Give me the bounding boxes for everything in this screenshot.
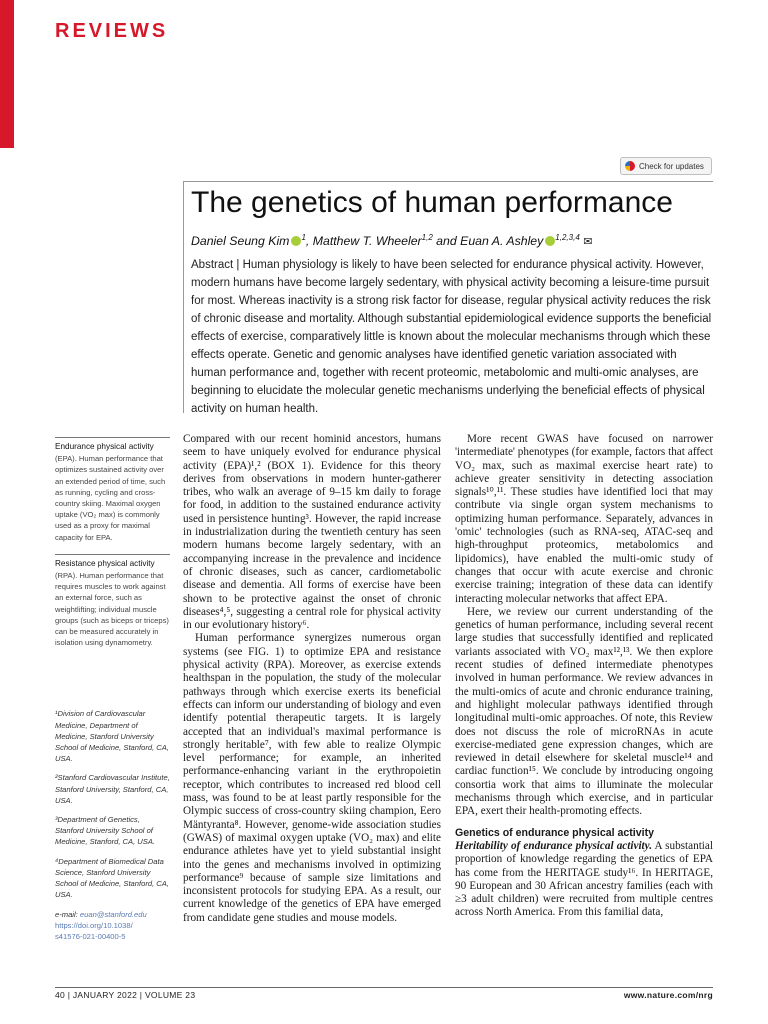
abstract-text: Human physiology is likely to have been selected for endurance physical activity. However, modern humans have become largely sedentary, with physical activity becoming a leisure-time pursuit for most. Whereas inactivity is a strong risk factor for disease, regular physical activity reduces the risk of chronic disease and mortality. Although substantial epidemiological evidence supports the beneficial effects of exercise, comparatively little is known about the molecular mechanisms through which these effects operate. Genetic and genomic analyses have identified genetic variation associated with human performance and, together with recent proteomic, metabolomic and multi-omic analyses, are beginning to elucidate the molecular genetic mechanisms underlying the beneficial effects of physical activity on human health. — [191, 259, 712, 415]
email-line — [55, 909, 170, 920]
sidebar-rule — [55, 437, 170, 438]
body-paragraph: Heritability of endurance physical activity. A substantial proportion of knowledge regarding the genetics of EPA has come from the HERITAGE study¹⁶. In HERITAGE, 90 European and 30 African ancestry families (each with ≥3 adult children) were recruited from multiple centres across North America. From this familial data, — [455, 839, 713, 919]
glossary-definition: (EPA). Human performance that optimizes sustained activity over an extended period of time, such as running, cycling and cross-country skiing. Maximal oxygen uptake (VO₂ max) is commonly used as a proxy for maximal capacity for EPA. — [55, 454, 166, 542]
mail-icon[interactable]: ✉ — [583, 236, 593, 249]
body-column-left — [183, 433, 441, 925]
subheading: Heritability of endurance physical activity. — [455, 839, 653, 852]
affiliation: ³Department of Genetics, Stanford University School of Medicine, Stanford, CA, USA. — [55, 815, 156, 847]
abstract-label: Abstract | — [191, 259, 243, 271]
body-column-right — [455, 433, 713, 920]
article-title: The genetics of human performance — [191, 186, 673, 219]
glossary-sidebar — [55, 437, 170, 942]
author-name[interactable]: Matthew T. Wheeler — [312, 234, 422, 249]
title-vertical-rule — [183, 181, 184, 413]
body-paragraph: Human performance synergizes numerous organ systems (see FIG. 1) to optimize EPA and resistance physical activity (RPA). Moreover, as exercise extends healthspan in the population, the study of the molecular pathways through which exercise exerts its beneficial effects can inform our understanding of biology and even identify potential therapeutic targets. It is largely accepted that an individual's maximal performance is strongly heritable⁷, with few able to realize Olympic level performance; for example, an inherited performance-enhancing variant in the erythropoietin receptor, which contributes to increased red blood cell mass, was found to be at least partly responsible for the Olympic success of cross-country skiing champion, Eero Mäntyranta⁸. However, genome-wide association studies (GWAS) of maximal oxygen uptake (VO₂ max) and elite endurance athletes have yet to yield substantial insight into the genes and mechanisms involved in optimizing performance⁹ because of sample size limitations and inconsistent protocols for studying EPA. As a result, our current knowledge of the genetics of EPA have emerged from candidate gene studies and mouse models. — [183, 632, 441, 924]
crossmark-icon — [625, 161, 635, 171]
affiliation: ⁴Department of Biomedical Data Science, Stanford University School of Medicine, Stanford, CA, USA. — [55, 856, 169, 900]
affiliation: ¹Division of Cardiovascular Medicine, Department of Medicine, Stanford University School of Medicine, Stanford, CA, USA. — [55, 709, 169, 764]
author-name[interactable]: Daniel Seung Kim — [191, 234, 290, 249]
check-for-updates-button[interactable] — [620, 157, 712, 175]
orcid-icon[interactable] — [291, 236, 301, 246]
body-paragraph: Here, we review our current understanding of the genetics of human performance, including several recent large studies that successfully identified and replicated variants associated with VO₂ max¹²,¹³. We then explore recent studies of defined intermediate phenotypes involved in human performance. We review advances in the multi-omics of acute and chronic endurance training, and highlight molecular pathways identified through longitudinal multi-omic approaches. Of note, this Review does not discuss the role of microRNAs in acute exercise-mediated gene expression changes, which are reviewed in detail elsewhere for skeletal muscle¹⁴ and cardiac function¹⁵. We conclude by introducing ongoing consortia work that aims to illuminate the molecular mechanisms through which exercise, and in particular EPA, exert their health-promoting effects. — [455, 605, 713, 818]
section-color-bar — [0, 0, 14, 148]
author-name[interactable]: Euan A. Ashley — [460, 234, 544, 249]
body-paragraph: Compared with our recent hominid ancestors, humans seem to have uniquely evolved for endurance physical activity (EPA)¹,² (BOX 1). Evidence for this theory derives from observations in modern hunter-gatherer tribes, who walk an average of 9–15 km daily to forage for food, in addition to the sustained endurance activity used in persistence hunting³. However, the rapid increase in industrialization during the twentieth century has seen modern humans become largely sedentary, with an accompanying increase in the prevalence and incidence of chronic diseases, such as cancer, cardiometabolic disease and dementia. All forms of exercise have been shown to be protective against the onset of chronic diseases⁴,⁵, suggesting a central role for physical activity in our evolutionary history⁶. — [183, 433, 441, 632]
affiliation: ²Stanford Cardiovascular Institute, Stanford University, Stanford, CA, USA. — [55, 773, 170, 805]
section-heading: Genetics of endurance physical activity — [455, 826, 655, 839]
abstract — [191, 256, 713, 418]
footer-journal-url[interactable]: www.nature.com/nrg — [623, 990, 713, 1000]
email-link[interactable]: euan@stanford.edu — [79, 909, 147, 919]
doi-link[interactable]: https://doi.org/10.1038/ s41576-021-00400-5 — [55, 920, 133, 941]
orcid-icon[interactable] — [545, 236, 555, 246]
glossary-term: Endurance physical activity — [55, 442, 154, 451]
body-paragraph: More recent GWAS have focused on narrower 'intermediate' phenotypes (for example, factors that affect VO₂ max, such as maximal exercise heart rate) to achieve greater sensitivity in detecting association signals¹⁰,¹¹. These studies have identified loci that may contribute via single organ system mechanisms to optimizing human performance. Separately, advances in 'omic' technologies (such as RNA-seq, ATAC-seq and high-throughput proteomics, metabolomics and lipidomics), have enabled the multi-omic study of changes that occur with acute exercise and chronic exercise training; integration of these data can identify interacting molecular networks that affect EPA. — [455, 433, 713, 605]
check-updates-label: Check for updates — [639, 161, 704, 171]
glossary-definition: (RPA). Human performance that requires muscles to work against an external force, such as weightlifting; individual muscle groups (such as biceps or triceps) can be measured accurately in isolation using dynamometry. — [55, 571, 169, 648]
title-rule — [183, 181, 713, 182]
section-label: REVIEWS — [55, 20, 169, 42]
glossary-term: Resistance physical activity — [55, 558, 155, 568]
author-list: Daniel Seung Kim $^1$, Matthew T. Wheeler$^{1,2}$ and Euan A. Ashley $^{1,2,3,4}$ ✉ — [191, 233, 593, 249]
sidebar-rule — [55, 554, 170, 555]
email-label: e-mail: — [55, 909, 80, 919]
footer-issue-info: 40 | JANUARY 2022 | VOLUME 23 — [55, 990, 196, 1000]
footer-rule — [55, 987, 713, 988]
